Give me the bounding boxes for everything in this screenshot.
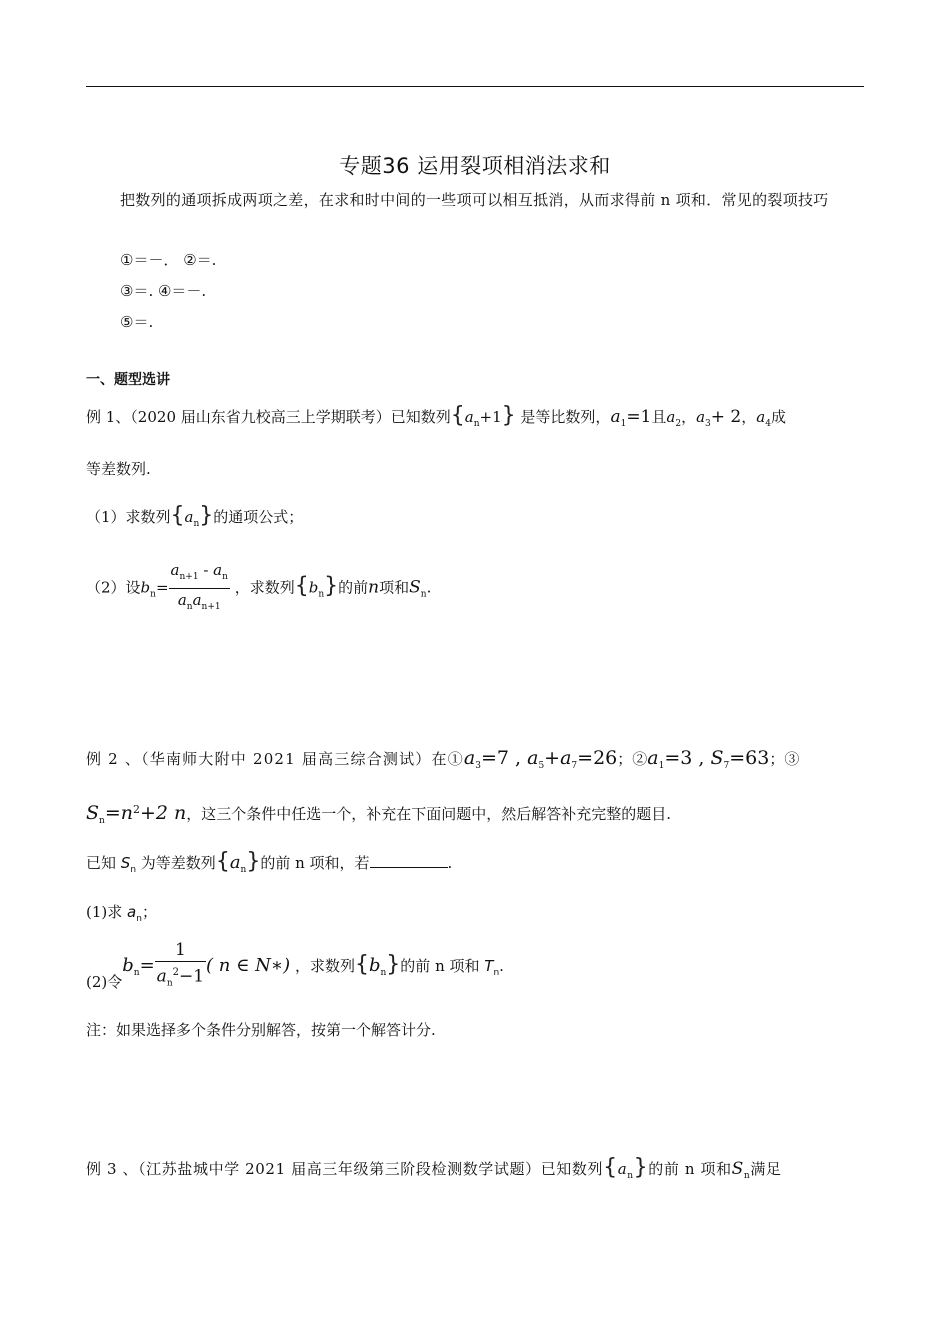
example-1-line: 例 1、（2020 届山东省九校高三上学期联考）已知数列$\{a_n+1\}$ 是等比数列，$a_1=1$且$a_2$，$a_3+ 2$，$a_4$成 [86, 403, 786, 429]
example-1-question-1: （1）求数列$\{a_n\}$的通项公式； [86, 503, 304, 529]
example-2-known: 已知 $S_n$ 为等差数列$\{a_n\}$的前 n 项和，若 . [86, 849, 453, 875]
fraction-bn-2: $\frac{1}{a_n^2-1}$ [156, 940, 205, 989]
example-1-prefix: 例 1、（2020 届山东省九校高三上学期联考）已知数列 [86, 408, 451, 426]
fill-in-blank[interactable] [370, 853, 448, 868]
example-1-question-2: （2）设$b_n=$ $\frac{a_{n+1} - a_n}{a_na_{n+1}}$ ，求数列$\{b_n\}$的前n项和$S_n$. [86, 560, 431, 617]
tips-line-2: ③＝. ④＝－. [120, 282, 207, 300]
tips-line-1: ①＝－． ②＝. [120, 251, 217, 269]
example-1-continuation: 等差数列. [86, 460, 151, 478]
header-rule [86, 86, 864, 87]
example-3-line: 例 3 、（江苏盐城中学 2021 届高三年级第三阶段检测数学试题）已知数列$\{a_n\}$的前 n 项和$S_n$满足 [86, 1155, 782, 1181]
page-title: 专题36 运用裂项相消法求和 [339, 154, 611, 178]
tips-line-3: ⑤＝. [120, 313, 154, 331]
section-heading: 一、题型选讲 [86, 372, 170, 388]
intro-paragraph: 把数列的通项拆成两项之差，在求和时中间的一些项可以相互抵消，从而求得前 n 项和．常见的裂项技巧 [120, 191, 829, 209]
example-2-question-2: (2)令$b_n=$ $\frac{1}{a_n^2-1}$ ( n ∈ N∗) ，求数列$\{b_n\}$的前 n 项和 $T_n$. [86, 940, 504, 994]
example-2-question-1: (1)求 $a_n$； [86, 903, 157, 924]
fraction-bn: $\frac{a_{n+1} - a_n}{a_na_{n+1}}$ [170, 561, 228, 612]
example-2-line: 例 2 、（华南师大附中 2021 届高三综合测试）在$①a_3=7$ , $a_5+a_7=26$；$②a_1=3$ , $S_7=63$；③ [86, 747, 800, 771]
seq-symbol: a [464, 408, 474, 426]
example-2-line-2: $S_n=n^2+2$ n，这三个条件中任选一个，补充在下面问题中，然后解答补充完整的题目. [86, 802, 672, 826]
example-2-note: 注：如果选择多个条件分别解答，按第一个解答计分. [86, 1021, 436, 1039]
